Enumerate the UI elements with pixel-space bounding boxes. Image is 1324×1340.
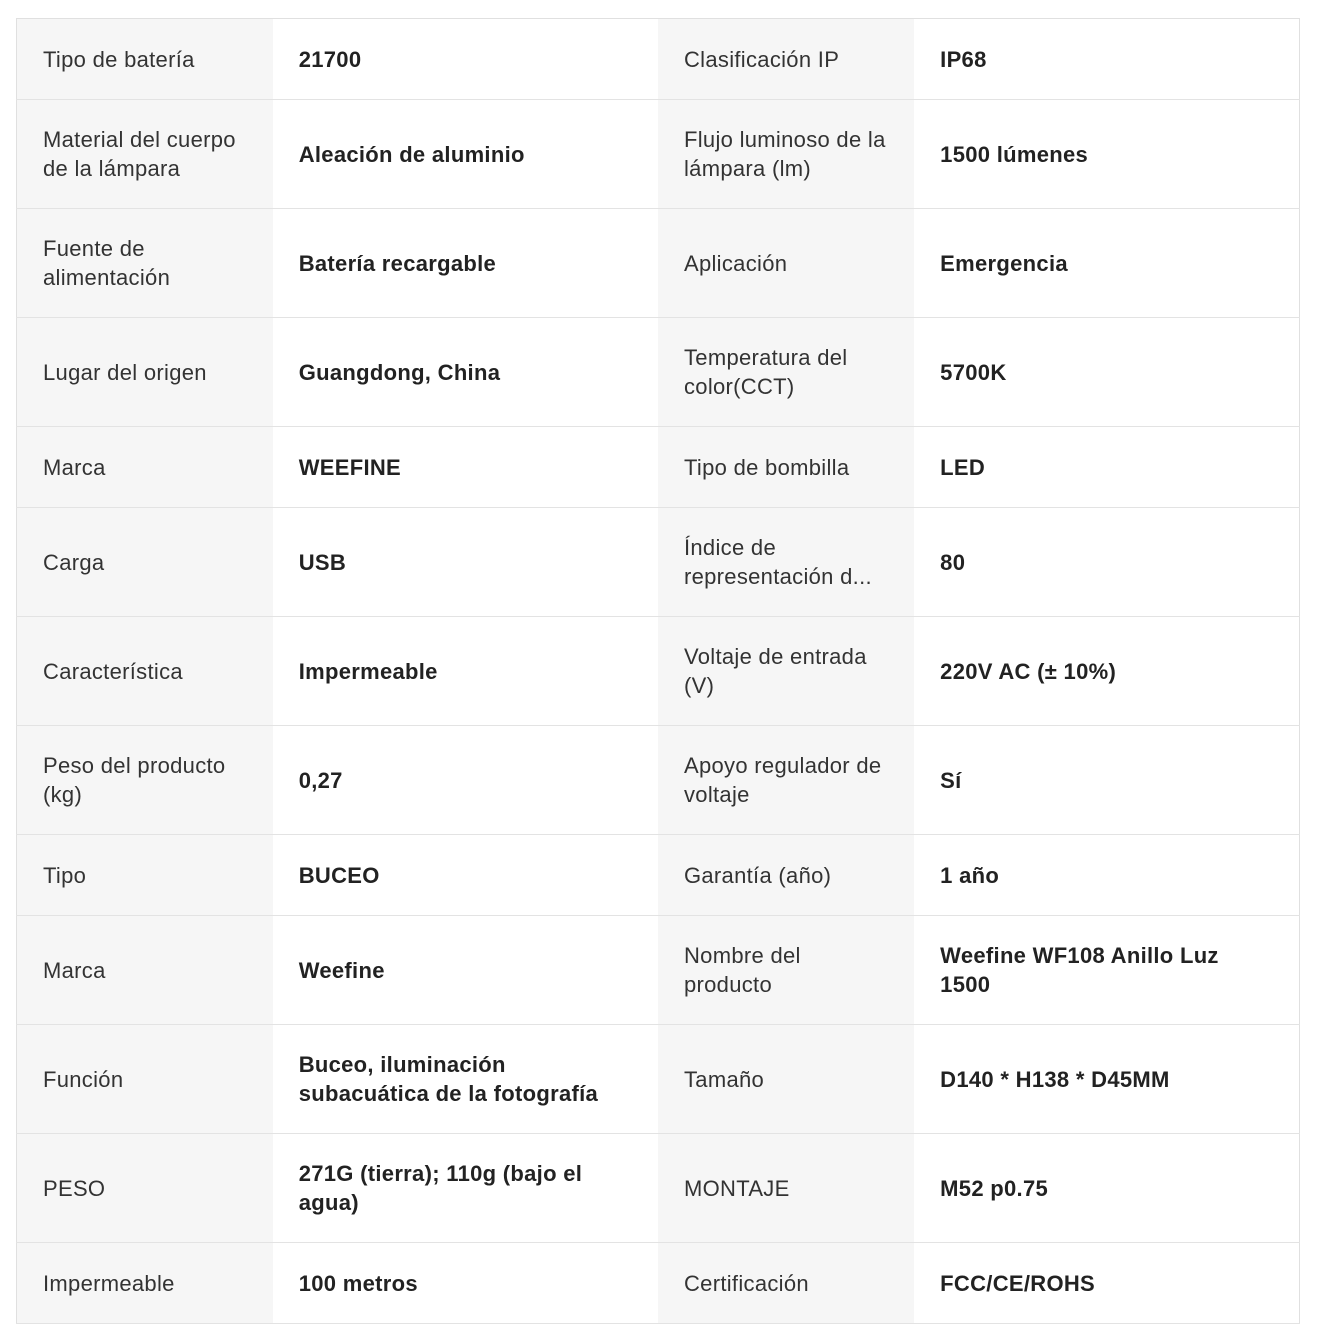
spec-value: Weefine	[273, 916, 658, 1025]
spec-value: 1500 lúmenes	[914, 100, 1299, 209]
spec-label: Tipo de bombilla	[658, 427, 914, 508]
spec-row	[17, 508, 1300, 617]
spec-row	[17, 1243, 1300, 1324]
spec-row	[17, 916, 1300, 1025]
spec-label-line-truncated: representación d...	[683, 564, 872, 589]
spec-value: 220V AC (± 10%)	[914, 617, 1299, 726]
spec-label: PESO	[17, 1134, 273, 1243]
spec-label: Impermeable	[17, 1243, 273, 1324]
spec-value: 80	[914, 508, 1299, 617]
spec-label: Apoyo regulador de voltaje	[658, 726, 914, 835]
spec-row	[17, 617, 1300, 726]
spec-row	[17, 427, 1300, 508]
spec-label: MONTAJE	[658, 1134, 914, 1243]
spec-value: 21700	[273, 19, 658, 100]
spec-value: Sí	[914, 726, 1299, 835]
spec-label: Temperatura del color(CCT)	[658, 318, 914, 427]
spec-label-truncated	[658, 508, 914, 617]
spec-value: 100 metros	[273, 1243, 658, 1324]
spec-value: Batería recargable	[273, 209, 658, 318]
spec-label: Marca	[17, 427, 273, 508]
spec-label: Lugar del origen	[17, 318, 273, 427]
spec-value: 1 año	[914, 835, 1299, 916]
spec-value: D140 * H138 * D45MM	[914, 1025, 1299, 1134]
spec-row	[17, 209, 1300, 318]
spec-value: Emergencia	[914, 209, 1299, 318]
spec-row	[17, 318, 1300, 427]
spec-label: Aplicación	[658, 209, 914, 318]
spec-value: LED	[914, 427, 1299, 508]
spec-label: Garantía (año)	[658, 835, 914, 916]
spec-label: Certificación	[658, 1243, 914, 1324]
spec-label: Carga	[17, 508, 273, 617]
spec-label: Tipo	[17, 835, 273, 916]
spec-value: Buceo, iluminación subacuática de la fotografía	[273, 1025, 658, 1134]
spec-row	[17, 726, 1300, 835]
spec-value: M52 p0.75	[914, 1134, 1299, 1243]
spec-label: Clasificación IP	[658, 19, 914, 100]
spec-label: Función	[17, 1025, 273, 1134]
spec-value: FCC/CE/ROHS	[914, 1243, 1299, 1324]
spec-row	[17, 1134, 1300, 1243]
spec-row	[17, 835, 1300, 916]
spec-label: Flujo luminoso de la lámpara (lm)	[658, 100, 914, 209]
spec-label: Peso del producto (kg)	[17, 726, 273, 835]
spec-label: Material del cuerpo de la lámpara	[17, 100, 273, 209]
spec-row	[17, 1025, 1300, 1134]
spec-value: WEEFINE	[273, 427, 658, 508]
spec-row	[17, 100, 1300, 209]
spec-value: IP68	[914, 19, 1299, 100]
spec-value: Guangdong, China	[273, 318, 658, 427]
spec-value: 5700K	[914, 318, 1299, 427]
spec-label: Fuente de alimentación	[17, 209, 273, 318]
spec-row	[17, 19, 1300, 100]
spec-label-line: Índice de	[683, 535, 776, 560]
spec-label: Característica	[17, 617, 273, 726]
spec-value: Weefine WF108 Anillo Luz 1500	[914, 916, 1299, 1025]
spec-value: Aleación de aluminio	[273, 100, 658, 209]
spec-label: Voltaje de entrada (V)	[658, 617, 914, 726]
spec-value: 271G (tierra); 110g (bajo el agua)	[273, 1134, 658, 1243]
spec-value: USB	[273, 508, 658, 617]
spec-value: Impermeable	[273, 617, 658, 726]
spec-label: Tipo de batería	[17, 19, 273, 100]
spec-value: 0,27	[273, 726, 658, 835]
spec-label: Tamaño	[658, 1025, 914, 1134]
spec-label: Marca	[17, 916, 273, 1025]
product-specifications-table	[16, 18, 1300, 1324]
spec-value: BUCEO	[273, 835, 658, 916]
spec-label: Nombre del producto	[658, 916, 914, 1025]
